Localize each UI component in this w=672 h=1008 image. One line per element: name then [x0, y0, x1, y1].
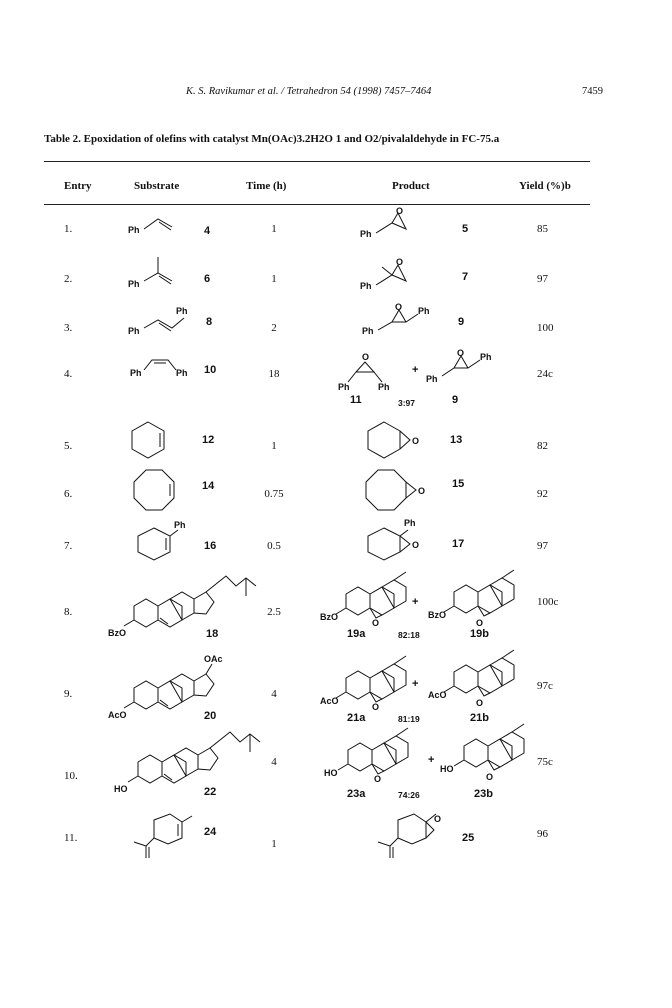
substrate-number: 16: [204, 540, 217, 552]
phenylcyclohexene-structure: [136, 522, 196, 562]
entry-number: 4.: [64, 368, 73, 380]
svg-text:Ph: Ph: [128, 326, 140, 336]
product-number-b: 23b: [474, 788, 493, 800]
cholesteryl-benzoate-structure: [108, 572, 258, 638]
plus-sign: +: [428, 754, 435, 766]
entry-number: 10.: [64, 770, 78, 782]
trans-epoxide-structure: [426, 350, 516, 384]
substrate-number: 24: [204, 826, 217, 838]
limonene-structure: [130, 812, 200, 860]
cholesterol-structure: [112, 728, 262, 794]
cis-epoxide-structure: [338, 352, 408, 390]
yield-value: 100c: [537, 596, 559, 608]
table-row: [0, 518, 672, 552]
reaction-time: 2: [271, 322, 277, 334]
entry-number: 3.: [64, 322, 73, 334]
product-number: 15: [452, 478, 465, 490]
column-header-product: Product: [392, 180, 430, 192]
svg-text:Ph: Ph: [362, 326, 374, 336]
reaction-time: 1: [271, 223, 277, 235]
substrate-number: 4: [204, 225, 211, 237]
table-row: [0, 302, 672, 336]
product-ratio: 3:97: [398, 398, 416, 408]
steroid-epoxide-beta-structure: [428, 648, 528, 706]
svg-text:Ph: Ph: [404, 518, 416, 528]
cyclooctene-structure: [132, 468, 176, 512]
table-row: [0, 814, 672, 850]
yield-value: 85: [537, 223, 548, 235]
svg-text:O: O: [418, 486, 426, 496]
styrene-structure: [128, 217, 188, 237]
product-number: 9: [458, 316, 465, 328]
entry-number: 9.: [64, 688, 73, 700]
yield-value: 96: [537, 828, 548, 840]
entry-number: 1.: [64, 223, 73, 235]
svg-text:O: O: [434, 814, 442, 824]
reaction-time: 1: [271, 838, 277, 850]
steroid-epoxide-alpha-structure: [320, 570, 410, 626]
yield-value: 82: [537, 440, 548, 452]
column-header-yield: Yield (%)b: [519, 180, 571, 192]
entry-number: 11.: [64, 832, 78, 844]
entry-number: 7.: [64, 540, 73, 552]
substrate-number: 10: [204, 364, 217, 376]
substrate-number: 12: [202, 434, 215, 446]
reaction-time: 1: [271, 273, 277, 285]
page-header: [0, 86, 672, 100]
svg-text:Ph: Ph: [130, 368, 142, 378]
svg-text:Ph: Ph: [360, 281, 372, 291]
steroid-acetate-substrate-structure: [108, 654, 238, 720]
stilbene-structure: [128, 306, 198, 336]
entry-number: 8.: [64, 606, 73, 618]
reaction-time: 0.5: [267, 540, 281, 552]
svg-text:Ph: Ph: [176, 368, 188, 378]
svg-text:AcO: AcO: [108, 710, 127, 720]
substrate-number: 6: [204, 273, 211, 285]
svg-text:Ph: Ph: [176, 306, 188, 316]
product-number: 5: [462, 223, 469, 235]
table-row: [0, 206, 672, 239]
product-number: 23a: [347, 788, 366, 800]
svg-text:Ph: Ph: [426, 374, 438, 384]
product-number: 11: [350, 394, 362, 406]
svg-text:Ph: Ph: [480, 352, 492, 362]
column-header-substrate: Substrate: [134, 180, 180, 192]
reaction-time: 18: [268, 368, 280, 380]
svg-text:O: O: [396, 206, 404, 216]
table-top-rule: [44, 161, 590, 162]
reaction-time: 4: [271, 756, 277, 768]
svg-text:O: O: [372, 618, 380, 628]
yield-value: 75c: [537, 756, 553, 768]
product-number-b: 9: [452, 394, 459, 406]
table-row: [0, 596, 672, 640]
svg-text:O: O: [412, 436, 420, 446]
svg-text:BzO: BzO: [108, 628, 126, 638]
product-ratio: 81:19: [398, 714, 420, 724]
running-title: K. S. Ravikumar et al. / Tetrahedron 54 (1998) 7457–7464: [186, 86, 432, 97]
yield-value: 97: [537, 273, 548, 285]
cis-stilbene-structure: [130, 358, 200, 382]
table-row: [0, 348, 672, 408]
column-header-time: Time (h): [246, 180, 287, 192]
product-ratio: 82:18: [398, 630, 420, 640]
alpha-methylstyrene-structure: [128, 255, 188, 289]
steroid-epoxide-beta-structure: [438, 722, 538, 780]
epoxide-structure: [360, 257, 440, 293]
substrate-number: 14: [202, 480, 215, 492]
svg-text:Ph: Ph: [128, 279, 140, 289]
svg-text:AcO: AcO: [320, 696, 339, 706]
svg-text:O: O: [457, 348, 465, 358]
yield-value: 97c: [537, 680, 553, 692]
reaction-time: 1: [271, 440, 277, 452]
svg-text:O: O: [476, 698, 484, 708]
reaction-time: 2.5: [267, 606, 281, 618]
svg-text:Ph: Ph: [418, 306, 430, 316]
svg-text:Ph: Ph: [338, 382, 350, 392]
svg-text:HO: HO: [114, 784, 128, 794]
entry-number: 2.: [64, 273, 73, 285]
steroid-epoxide-beta-structure: [428, 568, 528, 628]
entry-number: 5.: [64, 440, 73, 452]
yield-value: 24c: [537, 368, 553, 380]
product-number: 21a: [347, 712, 366, 724]
plus-sign: +: [412, 596, 419, 608]
svg-text:Ph: Ph: [378, 382, 390, 392]
svg-text:AcO: AcO: [428, 690, 447, 700]
epoxide-structure: [360, 207, 440, 241]
table-row: [0, 754, 672, 800]
reaction-time: 4: [271, 688, 277, 700]
cyclooctene-oxide-structure: [364, 468, 444, 512]
product-number: 25: [462, 832, 475, 844]
svg-text:HO: HO: [440, 764, 454, 774]
yield-value: 92: [537, 488, 548, 500]
table-header-rule: [44, 204, 590, 205]
plus-sign: +: [412, 364, 419, 376]
cyclohexene-structure: [128, 420, 168, 460]
product-number-b: 19b: [470, 628, 489, 640]
product-number: 17: [452, 538, 465, 550]
svg-text:O: O: [412, 540, 420, 550]
svg-text:O: O: [486, 772, 494, 782]
steroid-epoxide-alpha-structure: [320, 654, 410, 710]
plus-sign: +: [412, 678, 419, 690]
substrate-number: 20: [204, 710, 217, 722]
limonene-oxide-structure: [374, 808, 454, 860]
substrate-number: 18: [206, 628, 219, 640]
yield-value: 97: [537, 540, 548, 552]
svg-text:HO: HO: [324, 768, 338, 778]
cyclohexene-oxide-structure: [364, 420, 434, 460]
svg-text:O: O: [395, 302, 403, 312]
svg-text:BzO: BzO: [428, 610, 446, 620]
entry-number: 6.: [64, 488, 73, 500]
table-caption: Table 2. Epoxidation of olefins with catalyst Mn(OAc)3.2H2O 1 and O2/pivalaldehyde in FC-75.a: [44, 133, 500, 145]
product-number: 7: [462, 271, 469, 283]
svg-text:O: O: [476, 618, 484, 628]
steroid-epoxide-alpha-structure: [322, 726, 412, 782]
table-row: [0, 257, 672, 291]
table-row: [0, 478, 672, 500]
svg-text:Ph: Ph: [360, 229, 372, 239]
table-row: [0, 654, 672, 724]
svg-text:Ph: Ph: [174, 520, 186, 530]
page-number: 7459: [582, 86, 603, 97]
svg-text:O: O: [362, 352, 370, 362]
product-ratio: 74:26: [398, 790, 420, 800]
product-number: 19a: [347, 628, 366, 640]
product-number-b: 21b: [470, 712, 489, 724]
reaction-time: 0.75: [264, 488, 284, 500]
svg-text:O: O: [396, 257, 404, 267]
phenylcyclohexene-oxide-structure: [366, 520, 446, 562]
svg-text:BzO: BzO: [320, 612, 338, 622]
column-header-entry: Entry: [64, 180, 92, 192]
svg-text:O: O: [372, 702, 380, 712]
yield-value: 100: [537, 322, 554, 334]
substrate-number: 8: [206, 316, 213, 328]
svg-text:O: O: [374, 774, 382, 784]
epoxide-structure: [362, 304, 452, 338]
table-row: [0, 434, 672, 452]
substrate-number: 22: [204, 786, 217, 798]
product-number: 13: [450, 434, 463, 446]
svg-text:Ph: Ph: [128, 225, 140, 235]
svg-text:OAc: OAc: [204, 654, 223, 664]
